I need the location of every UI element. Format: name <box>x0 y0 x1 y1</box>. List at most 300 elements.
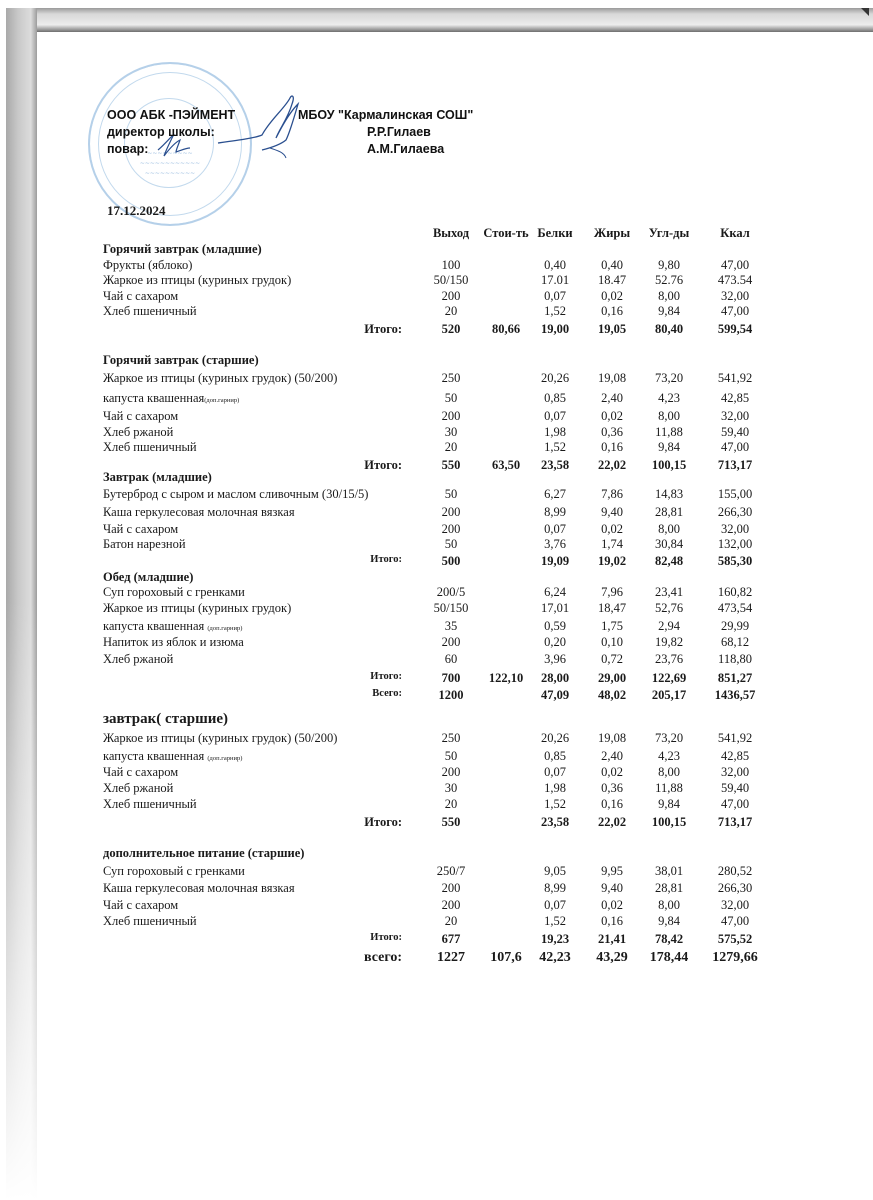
cell-vyhod: 250 <box>441 371 461 385</box>
total-cell-belki: 23,58 <box>540 815 570 829</box>
cell-zhiry: 9,40 <box>601 505 623 519</box>
cell-zhiry: 7,86 <box>601 487 623 501</box>
cell-ugl: 23,41 <box>654 585 684 599</box>
grand-label: Всего: <box>372 688 402 699</box>
cell-vyhod: 20 <box>444 304 458 318</box>
cell-vyhod: 60 <box>444 652 458 666</box>
table-row <box>0 731 873 746</box>
total-row <box>0 815 873 830</box>
dish-note: (доп.гарнир) <box>204 397 240 404</box>
dish-name <box>103 304 197 319</box>
cell-kcal: 266,30 <box>717 505 753 519</box>
table-row <box>0 898 873 913</box>
cell-zhiry: 18,47 <box>597 601 627 615</box>
cell-vyhod: 200/5 <box>436 585 466 599</box>
cell-vyhod: 200 <box>441 289 461 303</box>
total-label: Итого: <box>364 815 402 829</box>
dish-name-text: Хлеб пшеничный <box>103 914 197 928</box>
cell-kcal: 132,00 <box>717 537 753 551</box>
cell-zhiry: 18.47 <box>597 273 627 287</box>
dish-name-text: Хлеб пшеничный <box>103 797 197 811</box>
dish-name-text: Хлеб ржаной <box>103 781 174 795</box>
dish-name-text: Чай с сахаром <box>103 522 179 536</box>
dish-name-text: Жаркое из птицы (куриных грудок) <box>103 273 292 287</box>
column-header-zhiry: Жиры <box>593 226 631 240</box>
total-cell-belki: 19,09 <box>540 554 570 568</box>
cell-belki: 0,85 <box>544 749 566 763</box>
total-cell-kcal: 713,17 <box>717 458 753 472</box>
cell-ugl: 28,81 <box>654 881 684 895</box>
cell-kcal: 42,85 <box>720 749 750 763</box>
cell-kcal: 541,92 <box>717 731 753 745</box>
cell-zhiry: 0,10 <box>601 635 623 649</box>
cell-vyhod: 100 <box>441 258 461 272</box>
total-cell-ugl: 80,40 <box>654 322 684 336</box>
dish-name-text: Чай с сахаром <box>103 409 179 423</box>
cell-ugl: 52,76 <box>654 601 684 615</box>
grand-cell-belki: 42,23 <box>539 950 571 965</box>
cell-vyhod: 250 <box>441 731 461 745</box>
grand-cell-kcal: 1436,57 <box>714 688 756 702</box>
dish-name-text: Каша геркулесовая молочная вязкая <box>103 505 295 519</box>
cell-belki: 6,24 <box>544 585 566 599</box>
cell-zhiry: 0,02 <box>601 409 623 423</box>
table-row <box>0 371 873 386</box>
cell-vyhod: 20 <box>444 914 458 928</box>
cell-vyhod: 30 <box>444 425 458 439</box>
total-cell-zhiry: 21,41 <box>597 932 627 946</box>
cell-kcal: 32,00 <box>720 409 750 423</box>
cell-ugl: 8,00 <box>658 898 680 912</box>
grand-label: всего: <box>363 950 402 965</box>
table-row <box>0 304 873 319</box>
cell-kcal: 32,00 <box>720 765 750 779</box>
dish-name <box>103 864 245 879</box>
cell-ugl: 30,84 <box>654 537 684 551</box>
cell-zhiry: 0,02 <box>601 522 623 536</box>
dish-name <box>103 619 242 634</box>
cell-belki: 3,76 <box>544 537 566 551</box>
total-row <box>0 671 873 686</box>
grand-row <box>0 688 873 703</box>
cell-zhiry: 7,96 <box>601 585 623 599</box>
grand-cell-belki: 47,09 <box>540 688 570 702</box>
dish-name <box>103 258 192 273</box>
column-header-ugl: Угл-ды <box>648 226 690 240</box>
dish-name <box>103 537 186 552</box>
cell-kcal: 59,40 <box>720 425 750 439</box>
cell-kcal: 473.54 <box>717 273 753 287</box>
dish-name <box>103 898 178 913</box>
dish-name <box>103 601 291 616</box>
dish-name <box>103 914 197 929</box>
cell-vyhod: 50/150 <box>433 601 469 615</box>
cell-kcal: 541,92 <box>717 371 753 385</box>
dish-name-text: капуста квашенная <box>103 391 205 405</box>
grand-cell-zhiry: 48,02 <box>597 688 627 702</box>
cell-ugl: 8,00 <box>658 765 680 779</box>
cell-zhiry: 0,16 <box>601 440 623 454</box>
section-title: дополнительное питание (старшие) <box>103 846 305 860</box>
grand-row <box>0 950 873 965</box>
cell-vyhod: 30 <box>444 781 458 795</box>
dish-name-text: Жаркое из птицы (куриных грудок) (50/200) <box>103 371 338 385</box>
table-row <box>0 391 873 406</box>
dish-name-text: Суп гороховый с гренками <box>103 864 245 878</box>
total-label: Итого: <box>364 322 402 336</box>
dish-name <box>103 585 245 600</box>
cell-kcal: 32,00 <box>720 898 750 912</box>
total-row <box>0 932 873 947</box>
cell-belki: 0,07 <box>544 765 566 779</box>
cell-vyhod: 200 <box>441 505 461 519</box>
cell-vyhod: 250/7 <box>436 864 466 878</box>
cell-zhiry: 2,40 <box>601 749 623 763</box>
grand-cell-vyhod: 1227 <box>437 950 465 965</box>
total-cell-ugl: 122,69 <box>651 671 687 685</box>
total-cell-vyhod: 677 <box>441 932 461 946</box>
cell-ugl: 4,23 <box>658 391 680 405</box>
dish-name <box>103 391 239 406</box>
cell-belki: 8,99 <box>544 881 566 895</box>
dish-name <box>103 487 368 502</box>
section-title: Горячий завтрак (старшие) <box>103 353 259 367</box>
table-row <box>0 652 873 667</box>
dish-name-text: Хлеб ржаной <box>103 425 174 439</box>
total-cell-vyhod: 520 <box>441 322 461 336</box>
cell-ugl: 14,83 <box>654 487 684 501</box>
table-row <box>0 440 873 455</box>
total-cell-zhiry: 22,02 <box>597 458 627 472</box>
grand-cell-kcal: 1279,66 <box>712 950 758 965</box>
total-cell-zhiry: 19,02 <box>597 554 627 568</box>
cell-belki: 8,99 <box>544 505 566 519</box>
cell-belki: 0,85 <box>544 391 566 405</box>
cell-belki: 1,98 <box>544 781 566 795</box>
total-cell-zhiry: 29,00 <box>597 671 627 685</box>
total-cell-kcal: 599,54 <box>717 322 753 336</box>
cell-ugl: 8,00 <box>658 409 680 423</box>
table-row <box>0 797 873 812</box>
total-cell-vyhod: 700 <box>441 671 461 685</box>
dish-name <box>103 781 173 796</box>
dish-name-text: Чай с сахаром <box>103 765 179 779</box>
stamp-text: ~~~~~~~~~~~~ <box>139 160 201 167</box>
column-header-vyhod: Выход <box>432 226 470 240</box>
total-cell-zhiry: 19,05 <box>597 322 627 336</box>
column-header-belki: Белки <box>537 226 573 240</box>
dish-name-text: Напиток из яблок и изюма <box>103 635 244 649</box>
dish-name <box>103 289 178 304</box>
cell-ugl: 4,23 <box>658 749 680 763</box>
cell-kcal: 47,00 <box>720 258 750 272</box>
total-cell-belki: 19,23 <box>540 932 570 946</box>
cell-zhiry: 0,16 <box>601 914 623 928</box>
total-cell-ugl: 82,48 <box>654 554 684 568</box>
stamp-text: ~~~~~~~~~ <box>147 150 193 157</box>
total-label: Итого: <box>370 671 402 682</box>
table-row <box>0 619 873 634</box>
dish-name <box>103 440 197 455</box>
table-row <box>0 289 873 304</box>
cell-belki: 1,52 <box>544 797 566 811</box>
cell-zhiry: 19,08 <box>597 371 627 385</box>
cell-zhiry: 19,08 <box>597 731 627 745</box>
menu-date: 17.12.2024 <box>107 203 166 218</box>
table-row <box>0 601 873 616</box>
cell-kcal: 266,30 <box>717 881 753 895</box>
cell-kcal: 473,54 <box>717 601 753 615</box>
cell-belki: 3,96 <box>544 652 566 666</box>
total-cell-cost: 63,50 <box>491 458 521 472</box>
dish-name <box>103 652 173 667</box>
total-cell-kcal: 575,52 <box>717 932 753 946</box>
table-row <box>0 765 873 780</box>
cell-zhiry: 0,36 <box>601 781 623 795</box>
cell-belki: 0,07 <box>544 409 566 423</box>
cell-kcal: 32,00 <box>720 289 750 303</box>
table-row <box>0 505 873 520</box>
cell-vyhod: 50 <box>444 391 458 405</box>
cell-vyhod: 50 <box>444 487 458 501</box>
cell-kcal: 47,00 <box>720 797 750 811</box>
total-label: Итого: <box>370 554 402 565</box>
grand-cell-ugl: 178,44 <box>649 950 689 965</box>
total-cell-belki: 23,58 <box>540 458 570 472</box>
table-row <box>0 487 873 502</box>
cell-zhiry: 0,16 <box>601 797 623 811</box>
dish-name <box>103 522 178 537</box>
cell-vyhod: 50 <box>444 537 458 551</box>
dish-name <box>103 765 178 780</box>
column-header-cost: Стои-ть <box>483 226 529 240</box>
dish-name-text: Хлеб ржаной <box>103 652 174 666</box>
cell-ugl: 11,88 <box>655 781 683 795</box>
dish-name-text: Хлеб пшеничный <box>103 440 197 454</box>
cell-vyhod: 35 <box>444 619 458 633</box>
cell-vyhod: 20 <box>444 797 458 811</box>
cell-kcal: 32,00 <box>720 522 750 536</box>
cell-ugl: 52.76 <box>654 273 684 287</box>
cell-kcal: 59,40 <box>720 781 750 795</box>
cell-kcal: 47,00 <box>720 440 750 454</box>
dish-name <box>103 273 291 288</box>
cell-belki: 6,27 <box>544 487 566 501</box>
total-cell-zhiry: 22,02 <box>597 815 627 829</box>
total-cell-ugl: 78,42 <box>654 932 684 946</box>
dish-name-text: Жаркое из птицы (куриных грудок) (50/200) <box>103 731 338 745</box>
total-cell-cost: 122,10 <box>488 671 524 685</box>
table-row <box>0 409 873 424</box>
section-title: завтрак( старшие) <box>103 711 229 727</box>
dish-name-text: Жаркое из птицы (куриных грудок) <box>103 601 292 615</box>
total-label: Итого: <box>370 932 402 943</box>
cell-kcal: 118,80 <box>718 652 752 666</box>
cell-zhiry: 0,16 <box>601 304 623 318</box>
total-cell-vyhod: 550 <box>441 815 461 829</box>
table-row <box>0 749 873 764</box>
dish-note: (доп.гарнир) <box>207 755 243 762</box>
dish-name-text: Бутерброд с сыром и маслом сливочным (30/15/5) <box>103 487 369 501</box>
cell-belki: 1,52 <box>544 914 566 928</box>
dish-name <box>103 797 197 812</box>
dish-name-text: Батон нарезной <box>103 537 186 551</box>
table-row <box>0 635 873 650</box>
cook-label: повар: <box>107 142 149 156</box>
dish-name <box>103 371 337 386</box>
cell-kcal: 280,52 <box>717 864 753 878</box>
cell-vyhod: 200 <box>441 409 461 423</box>
cell-belki: 1,52 <box>544 440 566 454</box>
table-row <box>0 425 873 440</box>
cell-kcal: 47,00 <box>720 914 750 928</box>
dish-name <box>103 425 173 440</box>
cell-belki: 20,26 <box>540 731 570 745</box>
cell-vyhod: 50 <box>444 749 458 763</box>
cell-ugl: 73,20 <box>654 731 684 745</box>
cell-zhiry: 0,02 <box>601 898 623 912</box>
cell-ugl: 9,84 <box>658 304 680 318</box>
right-org: МБОУ "Кармалинская СОШ" <box>298 108 474 122</box>
dish-name-text: Суп гороховый с гренками <box>103 585 245 599</box>
table-row <box>0 585 873 600</box>
total-cell-vyhod: 500 <box>441 554 461 568</box>
cell-zhiry: 0,02 <box>601 289 623 303</box>
cell-belki: 0,40 <box>544 258 566 272</box>
total-cell-belki: 28,00 <box>540 671 570 685</box>
dish-name-text: Каша геркулесовая молочная вязкая <box>103 881 295 895</box>
table-row <box>0 258 873 273</box>
cell-zhiry: 9,40 <box>601 881 623 895</box>
cell-zhiry: 0,72 <box>601 652 623 666</box>
dish-name-text: капуста квашенная <box>103 619 208 633</box>
cell-ugl: 11,88 <box>655 425 683 439</box>
cell-belki: 0,07 <box>544 898 566 912</box>
dish-name <box>103 505 295 520</box>
cell-kcal: 68,12 <box>720 635 750 649</box>
dish-name-text: Чай с сахаром <box>103 898 179 912</box>
cell-ugl: 9,84 <box>658 914 680 928</box>
cell-vyhod: 20 <box>444 440 458 454</box>
cell-belki: 0,20 <box>544 635 566 649</box>
director-name: Р.Р.Гилаев <box>367 125 431 139</box>
cell-zhiry: 0,36 <box>601 425 623 439</box>
cell-ugl: 9,80 <box>658 258 680 272</box>
total-cell-ugl: 100,15 <box>651 458 687 472</box>
cell-vyhod: 200 <box>441 881 461 895</box>
cell-belki: 0,59 <box>544 619 566 633</box>
cell-ugl: 2,94 <box>658 619 680 633</box>
dish-name <box>103 881 295 896</box>
dish-name-text: Фрукты (яблоко) <box>103 258 193 272</box>
cell-belki: 20,26 <box>540 371 570 385</box>
dish-name-text: Чай с сахаром <box>103 289 179 303</box>
cell-ugl: 9,84 <box>658 797 680 811</box>
dish-name-text: Хлеб пшеничный <box>103 304 197 318</box>
left-org: ООО АБК -ПЭЙМЕНТ <box>107 108 236 122</box>
table-row <box>0 522 873 537</box>
cell-belki: 0,07 <box>544 289 566 303</box>
total-cell-vyhod: 550 <box>441 458 461 472</box>
total-cell-ugl: 100,15 <box>651 815 687 829</box>
section-title: Горячий завтрак (младшие) <box>103 242 262 256</box>
cell-kcal: 29,99 <box>720 619 750 633</box>
grand-cell-ugl: 205,17 <box>651 688 687 702</box>
cell-zhiry: 1,74 <box>601 537 623 551</box>
section-title: Обед (младшие) <box>103 570 194 584</box>
cell-zhiry: 2,40 <box>601 391 623 405</box>
total-row <box>0 554 873 569</box>
table-row <box>0 537 873 552</box>
total-label: Итого: <box>364 458 402 472</box>
cell-kcal: 155,00 <box>717 487 753 501</box>
total-cell-kcal: 713,17 <box>717 815 753 829</box>
cell-belki: 17.01 <box>540 273 570 287</box>
grand-cell-cost: 107,6 <box>490 950 522 965</box>
cell-belki: 1,52 <box>544 304 566 318</box>
cell-ugl: 38,01 <box>654 864 684 878</box>
cell-zhiry: 0,40 <box>601 258 623 272</box>
cell-kcal: 160,82 <box>717 585 753 599</box>
cell-zhiry: 1,75 <box>601 619 623 633</box>
table-row <box>0 881 873 896</box>
cell-ugl: 73,20 <box>654 371 684 385</box>
total-cell-belki: 19,00 <box>540 322 570 336</box>
cell-ugl: 8,00 <box>658 522 680 536</box>
dish-name <box>103 635 244 650</box>
grand-cell-vyhod: 1200 <box>438 688 464 702</box>
column-header-kcal: Ккал <box>720 226 750 240</box>
table-row <box>0 914 873 929</box>
cell-kcal: 42,85 <box>720 391 750 405</box>
cell-vyhod: 200 <box>441 765 461 779</box>
table-row <box>0 273 873 288</box>
grand-cell-zhiry: 43,29 <box>596 950 628 965</box>
dish-name <box>103 749 242 764</box>
total-cell-cost: 80,66 <box>491 322 521 336</box>
dish-note: (доп.гарнир) <box>207 625 243 632</box>
total-cell-kcal: 851,27 <box>717 671 753 685</box>
cook-name: А.М.Гилаева <box>367 142 445 156</box>
cell-vyhod: 200 <box>441 898 461 912</box>
cell-vyhod: 200 <box>441 522 461 536</box>
cell-vyhod: 200 <box>441 635 461 649</box>
cell-vyhod: 50/150 <box>433 273 469 287</box>
cell-belki: 9,05 <box>544 864 566 878</box>
cell-ugl: 8,00 <box>658 289 680 303</box>
dish-name-text: капуста квашенная <box>103 749 208 763</box>
cell-kcal: 47,00 <box>720 304 750 318</box>
stamp-text: ~~~~~~~~~~ <box>144 170 196 177</box>
cell-zhiry: 9,95 <box>601 864 623 878</box>
dish-name <box>103 409 178 424</box>
total-row <box>0 322 873 337</box>
section-title: Завтрак (младшие) <box>103 470 212 484</box>
cell-ugl: 23,76 <box>654 652 684 666</box>
total-cell-kcal: 585,30 <box>717 554 753 568</box>
cell-ugl: 19,82 <box>654 635 684 649</box>
table-row <box>0 781 873 796</box>
director-label: директор школы: <box>107 125 215 139</box>
cell-belki: 0,07 <box>544 522 566 536</box>
cell-ugl: 9,84 <box>658 440 680 454</box>
table-row <box>0 864 873 879</box>
cell-zhiry: 0,02 <box>601 765 623 779</box>
cell-belki: 1,98 <box>544 425 566 439</box>
dish-name <box>103 731 337 746</box>
cell-ugl: 28,81 <box>654 505 684 519</box>
cell-belki: 17,01 <box>540 601 570 615</box>
